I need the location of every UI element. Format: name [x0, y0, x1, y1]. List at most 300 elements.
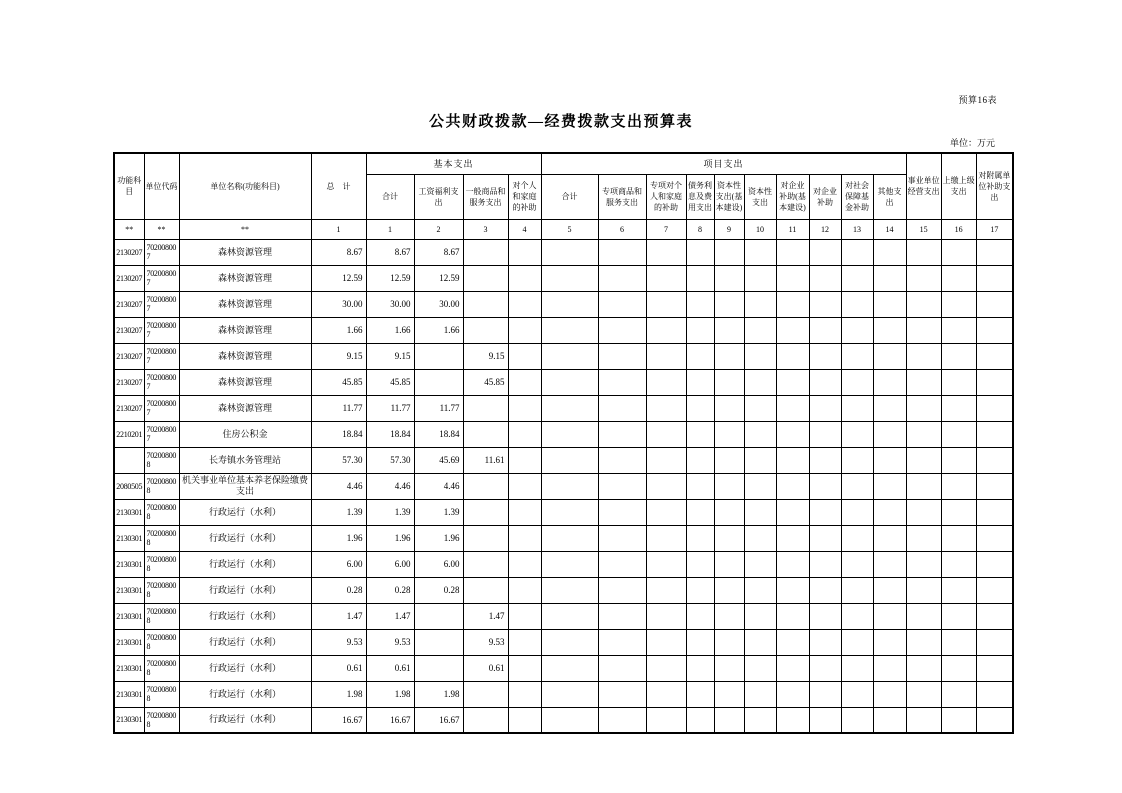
value-cell: [873, 603, 906, 629]
value-cell: [714, 577, 744, 603]
value-cell: 12.59: [311, 265, 366, 291]
value-cell: [906, 577, 941, 603]
value-cell: 0.28: [311, 577, 366, 603]
table-row: [114, 343, 1013, 369]
value-cell: 8.67: [311, 239, 366, 265]
value-cell: [598, 473, 646, 499]
unit-name-cell: 行政运行（水利）: [179, 551, 311, 577]
value-cell: [941, 343, 976, 369]
value-cell: [463, 707, 508, 733]
unit-code-cell: 70200800 7: [144, 369, 179, 395]
value-cell: 0.61: [366, 655, 414, 681]
value-cell: [598, 369, 646, 395]
value-cell: [541, 421, 598, 447]
value-cell: [686, 603, 714, 629]
value-cell: 6.00: [311, 551, 366, 577]
value-cell: [508, 499, 541, 525]
value-cell: [873, 317, 906, 343]
column-index-cell: 10: [744, 219, 776, 239]
value-cell: [463, 265, 508, 291]
header-biz-operation: 事业单位经营支出: [906, 153, 941, 219]
value-cell: [646, 291, 686, 317]
value-cell: [646, 655, 686, 681]
value-cell: [809, 369, 841, 395]
value-cell: 1.96: [311, 525, 366, 551]
value-cell: 1.96: [366, 525, 414, 551]
unit-code-cell: 70200800 7: [144, 421, 179, 447]
value-cell: [714, 291, 744, 317]
value-cell: [646, 447, 686, 473]
value-cell: [976, 473, 1013, 499]
value-cell: [841, 317, 873, 343]
value-cell: [646, 499, 686, 525]
value-cell: [873, 473, 906, 499]
value-cell: [463, 239, 508, 265]
func-code-cell: 2130207: [114, 265, 144, 291]
value-cell: [976, 291, 1013, 317]
value-cell: [744, 447, 776, 473]
value-cell: [744, 499, 776, 525]
value-cell: [941, 317, 976, 343]
value-cell: [598, 551, 646, 577]
value-cell: [873, 681, 906, 707]
value-cell: [776, 551, 809, 577]
value-cell: [598, 421, 646, 447]
value-cell: [776, 577, 809, 603]
column-header: 债务利息及费用支出: [686, 174, 714, 219]
value-cell: [714, 681, 744, 707]
column-index-cell: 15: [906, 219, 941, 239]
value-cell: [873, 447, 906, 473]
value-cell: [841, 239, 873, 265]
value-cell: [541, 473, 598, 499]
value-cell: 1.98: [366, 681, 414, 707]
table-row: [114, 603, 1013, 629]
value-cell: [714, 343, 744, 369]
value-cell: [714, 421, 744, 447]
value-cell: [646, 421, 686, 447]
value-cell: 4.46: [366, 473, 414, 499]
value-cell: [976, 629, 1013, 655]
value-cell: [941, 265, 976, 291]
value-cell: [714, 655, 744, 681]
value-cell: [809, 525, 841, 551]
column-index-cell: 3: [463, 219, 508, 239]
value-cell: [541, 603, 598, 629]
value-cell: [976, 317, 1013, 343]
column-header: 对企业补助: [809, 174, 841, 219]
value-cell: [776, 265, 809, 291]
unit-name-cell: 行政运行（水利）: [179, 577, 311, 603]
value-cell: [941, 577, 976, 603]
value-cell: [976, 369, 1013, 395]
value-cell: 57.30: [311, 447, 366, 473]
value-cell: [686, 499, 714, 525]
value-cell: 9.15: [311, 343, 366, 369]
value-cell: [906, 473, 941, 499]
value-cell: [508, 629, 541, 655]
value-cell: [508, 707, 541, 733]
value-cell: [841, 291, 873, 317]
value-cell: [646, 265, 686, 291]
unit-name-cell: 机关事业单位基本养老保险缴费支出: [179, 473, 311, 499]
column-index-cell: **: [144, 219, 179, 239]
value-cell: [541, 317, 598, 343]
value-cell: [809, 265, 841, 291]
func-code-cell: 2130301: [114, 655, 144, 681]
value-cell: 45.69: [414, 447, 463, 473]
value-cell: [744, 343, 776, 369]
value-cell: [508, 577, 541, 603]
value-cell: [809, 343, 841, 369]
func-code-cell: [114, 447, 144, 473]
unit-name-cell: 长寿镇水务管理站: [179, 447, 311, 473]
header-group-project: 项目支出: [541, 153, 906, 174]
value-cell: [714, 369, 744, 395]
value-cell: [686, 707, 714, 733]
value-cell: [541, 447, 598, 473]
value-cell: [714, 473, 744, 499]
func-code-cell: 2130207: [114, 291, 144, 317]
value-cell: [598, 317, 646, 343]
value-cell: 1.96: [414, 525, 463, 551]
value-cell: [873, 499, 906, 525]
value-cell: [508, 421, 541, 447]
value-cell: [809, 681, 841, 707]
value-cell: [776, 499, 809, 525]
header-func-code: 功能科目: [114, 153, 144, 219]
value-cell: [809, 421, 841, 447]
value-cell: [976, 525, 1013, 551]
header-remit-superior: 上缴上级支出: [941, 153, 976, 219]
value-cell: [809, 447, 841, 473]
value-cell: [541, 681, 598, 707]
value-cell: [541, 265, 598, 291]
value-cell: [873, 395, 906, 421]
value-cell: [873, 655, 906, 681]
column-index-cell: 11: [776, 219, 809, 239]
value-cell: [646, 395, 686, 421]
value-cell: 0.61: [311, 655, 366, 681]
value-cell: [809, 473, 841, 499]
column-index-cell: 6: [598, 219, 646, 239]
value-cell: 1.66: [366, 317, 414, 343]
value-cell: [714, 629, 744, 655]
value-cell: [686, 343, 714, 369]
unit-name-cell: 森林资源管理: [179, 317, 311, 343]
value-cell: [941, 681, 976, 707]
value-cell: [744, 473, 776, 499]
column-index-cell: 2: [414, 219, 463, 239]
value-cell: [744, 317, 776, 343]
value-cell: [463, 421, 508, 447]
value-cell: [463, 291, 508, 317]
unit-code-cell: 70200800 7: [144, 265, 179, 291]
value-cell: [646, 577, 686, 603]
table-row: [114, 447, 1013, 473]
value-cell: [598, 343, 646, 369]
value-cell: [873, 629, 906, 655]
value-cell: 1.47: [366, 603, 414, 629]
value-cell: [744, 291, 776, 317]
unit-code-cell: 70200800 7: [144, 343, 179, 369]
value-cell: [976, 395, 1013, 421]
value-cell: [841, 629, 873, 655]
column-header: 一般商品和服务支出: [463, 174, 508, 219]
value-cell: [776, 421, 809, 447]
func-code-cell: 2130207: [114, 395, 144, 421]
value-cell: [744, 525, 776, 551]
unit-code-cell: 70200800 8: [144, 525, 179, 551]
value-cell: [714, 395, 744, 421]
value-cell: [598, 707, 646, 733]
value-cell: [714, 239, 744, 265]
value-cell: 6.00: [366, 551, 414, 577]
value-cell: [646, 707, 686, 733]
unit-code-cell: 70200800 8: [144, 499, 179, 525]
value-cell: [598, 655, 646, 681]
value-cell: [508, 473, 541, 499]
value-cell: [541, 369, 598, 395]
value-cell: [598, 395, 646, 421]
value-cell: [541, 239, 598, 265]
table-row: [114, 577, 1013, 603]
value-cell: [976, 265, 1013, 291]
value-cell: [646, 681, 686, 707]
value-cell: [541, 395, 598, 421]
value-cell: [744, 369, 776, 395]
value-cell: [941, 421, 976, 447]
value-cell: [906, 369, 941, 395]
unit-name-cell: 森林资源管理: [179, 395, 311, 421]
unit-code-cell: 70200800 8: [144, 577, 179, 603]
value-cell: [809, 291, 841, 317]
header-unit-code: 单位代码: [144, 153, 179, 219]
header-group-basic: 基本支出: [366, 153, 541, 174]
unit-code-cell: 70200800 7: [144, 239, 179, 265]
value-cell: [906, 707, 941, 733]
value-cell: [841, 265, 873, 291]
value-cell: [744, 603, 776, 629]
value-cell: [508, 447, 541, 473]
column-header: 其他支出: [873, 174, 906, 219]
value-cell: [776, 239, 809, 265]
value-cell: 1.98: [311, 681, 366, 707]
value-cell: 8.67: [414, 239, 463, 265]
value-cell: 9.15: [463, 343, 508, 369]
value-cell: [508, 681, 541, 707]
value-cell: [598, 681, 646, 707]
value-cell: 1.98: [414, 681, 463, 707]
value-cell: [686, 473, 714, 499]
value-cell: [646, 317, 686, 343]
value-cell: [598, 525, 646, 551]
func-code-cell: 2130301: [114, 525, 144, 551]
value-cell: [776, 629, 809, 655]
value-cell: [776, 317, 809, 343]
value-cell: [646, 239, 686, 265]
value-cell: [714, 317, 744, 343]
value-cell: [809, 707, 841, 733]
column-header: 合计: [541, 174, 598, 219]
value-cell: [686, 655, 714, 681]
value-cell: 16.67: [311, 707, 366, 733]
value-cell: [906, 629, 941, 655]
unit-name-cell: 森林资源管理: [179, 291, 311, 317]
column-header: 资本性支出(基本建设): [714, 174, 744, 219]
value-cell: [809, 629, 841, 655]
unit-name-cell: 森林资源管理: [179, 343, 311, 369]
value-cell: [809, 239, 841, 265]
value-cell: [598, 239, 646, 265]
value-cell: [941, 525, 976, 551]
unit-note: 单位：万元: [949, 138, 995, 148]
func-code-cell: 2130301: [114, 551, 144, 577]
unit-code-cell: 70200800 8: [144, 655, 179, 681]
value-cell: 1.66: [414, 317, 463, 343]
value-cell: [463, 473, 508, 499]
value-cell: [714, 603, 744, 629]
value-cell: [776, 343, 809, 369]
value-cell: 11.77: [311, 395, 366, 421]
value-cell: [686, 447, 714, 473]
value-cell: [873, 421, 906, 447]
func-code-cell: 2130207: [114, 317, 144, 343]
value-cell: 18.84: [414, 421, 463, 447]
unit-code-cell: 70200800 7: [144, 317, 179, 343]
value-cell: [841, 395, 873, 421]
table-row: [114, 551, 1013, 577]
func-code-cell: 2130301: [114, 707, 144, 733]
value-cell: [776, 525, 809, 551]
value-cell: [809, 499, 841, 525]
value-cell: [841, 499, 873, 525]
value-cell: [841, 707, 873, 733]
table-row: [114, 265, 1013, 291]
value-cell: [744, 395, 776, 421]
value-cell: [941, 239, 976, 265]
value-cell: [646, 473, 686, 499]
value-cell: [809, 577, 841, 603]
value-cell: [463, 577, 508, 603]
value-cell: [976, 447, 1013, 473]
value-cell: [714, 707, 744, 733]
table-row: [114, 655, 1013, 681]
value-cell: [841, 577, 873, 603]
column-index-cell: 14: [873, 219, 906, 239]
sheet-label: 预算16表: [958, 95, 997, 105]
value-cell: [508, 239, 541, 265]
column-header: 资本性支出: [744, 174, 776, 219]
value-cell: [776, 447, 809, 473]
value-cell: [976, 577, 1013, 603]
value-cell: [941, 629, 976, 655]
value-cell: [776, 395, 809, 421]
value-cell: [906, 239, 941, 265]
column-index-cell: 1: [311, 219, 366, 239]
value-cell: [941, 551, 976, 577]
column-index-cell: **: [179, 219, 311, 239]
value-cell: [508, 551, 541, 577]
value-cell: [414, 655, 463, 681]
value-cell: 6.00: [414, 551, 463, 577]
column-index-cell: 12: [809, 219, 841, 239]
unit-code-cell: 70200800 8: [144, 629, 179, 655]
value-cell: [744, 577, 776, 603]
value-cell: 11.77: [366, 395, 414, 421]
value-cell: [646, 525, 686, 551]
column-header: 专项商品和服务支出: [598, 174, 646, 219]
value-cell: 30.00: [414, 291, 463, 317]
value-cell: [508, 603, 541, 629]
value-cell: [508, 291, 541, 317]
value-cell: [508, 343, 541, 369]
value-cell: [841, 473, 873, 499]
column-header: 专项对个人和家庭的补助: [646, 174, 686, 219]
budget-table: [113, 152, 1014, 734]
value-cell: [841, 551, 873, 577]
unit-code-cell: 70200800 8: [144, 551, 179, 577]
unit-code-cell: 70200800 8: [144, 681, 179, 707]
value-cell: [873, 577, 906, 603]
value-cell: [776, 655, 809, 681]
value-cell: [906, 265, 941, 291]
value-cell: 12.59: [414, 265, 463, 291]
value-cell: 0.28: [366, 577, 414, 603]
value-cell: [463, 395, 508, 421]
value-cell: [906, 395, 941, 421]
value-cell: [686, 681, 714, 707]
value-cell: [976, 343, 1013, 369]
table-row: [114, 473, 1013, 499]
value-cell: [873, 707, 906, 733]
value-cell: [976, 603, 1013, 629]
value-cell: [598, 447, 646, 473]
value-cell: [541, 343, 598, 369]
value-cell: [776, 681, 809, 707]
value-cell: [906, 499, 941, 525]
value-cell: [906, 655, 941, 681]
value-cell: [508, 655, 541, 681]
value-cell: [744, 655, 776, 681]
value-cell: [776, 707, 809, 733]
value-cell: [841, 603, 873, 629]
value-cell: [906, 681, 941, 707]
value-cell: [414, 369, 463, 395]
column-index-cell: 4: [508, 219, 541, 239]
value-cell: [906, 551, 941, 577]
value-cell: [873, 239, 906, 265]
value-cell: [598, 291, 646, 317]
unit-name-cell: 行政运行（水利）: [179, 681, 311, 707]
page-title: 公共财政拨款—经费拨款支出预算表: [428, 114, 693, 130]
unit-name-cell: 住房公积金: [179, 421, 311, 447]
value-cell: [541, 577, 598, 603]
value-cell: [463, 681, 508, 707]
value-cell: [686, 265, 714, 291]
value-cell: [776, 473, 809, 499]
value-cell: [841, 447, 873, 473]
value-cell: [686, 291, 714, 317]
value-cell: [941, 603, 976, 629]
value-cell: [463, 551, 508, 577]
value-cell: [776, 291, 809, 317]
column-index-cell: 16: [941, 219, 976, 239]
unit-name-cell: 森林资源管理: [179, 369, 311, 395]
unit-code-cell: 70200800 7: [144, 291, 179, 317]
unit-name-cell: 行政运行（水利）: [179, 707, 311, 733]
column-index-cell: **: [114, 219, 144, 239]
